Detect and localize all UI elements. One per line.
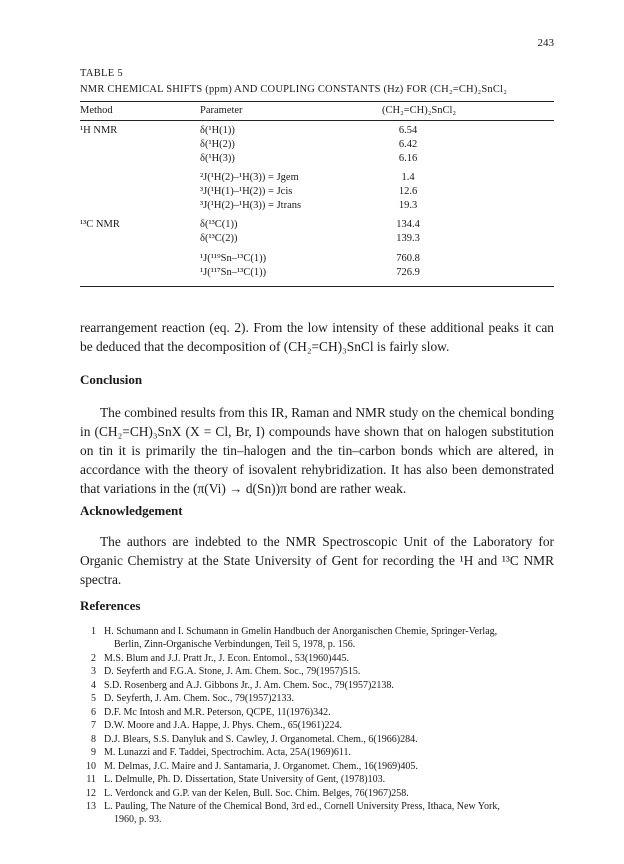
table-param: δ(¹H(3)) <box>200 153 235 164</box>
reference-text: D.W. Moore and J.A. Happe, J. Phys. Chem., 65(1961)224. <box>104 720 342 731</box>
reference-number: 7 <box>91 720 96 731</box>
table-param: δ(¹H(2)) <box>200 139 235 150</box>
table-header-rule <box>80 120 554 121</box>
reference-text: 1960, p. 93. <box>114 814 162 825</box>
heading-acknowledgement: Acknowledgement <box>80 503 183 518</box>
reference-number: 1 <box>91 626 96 637</box>
table-param: ²J(¹H(2)–¹H(3)) = Jgem <box>200 172 299 183</box>
paragraph-rearrangement: rearrangement reaction (eq. 2). From the low intensity of these additional peaks it can be deduced that the decomposition of (CH₂=CH)₃SnCl is fairly slow. <box>80 320 554 354</box>
table-value: 6.42 <box>398 139 418 150</box>
table-title: NMR CHEMICAL SHIFTS (ppm) AND COUPLING CONSTANTS (Hz) FOR (CH₂=CH)₂SnCl₂ <box>80 84 508 95</box>
table-param: ³J(¹H(2)–¹H(3)) = Jtrans <box>200 200 302 211</box>
reference-text: S.D. Rosenberg and A.J. Gibbons Jr., J. Am. Chem. Soc., 79(1957)2138. <box>104 680 394 691</box>
table-param: δ(¹H(1)) <box>200 125 235 136</box>
reference-number: 12 <box>86 788 96 799</box>
table-value: 760.8 <box>396 253 420 264</box>
reference-text: D. Seyferth and F.G.A. Stone, J. Am. Chem. Soc., 79(1957)515. <box>104 666 361 677</box>
table-label: TABLE 5 <box>80 68 123 79</box>
reference-number: 11 <box>86 774 96 785</box>
table-header-parameter: Parameter <box>200 105 243 116</box>
table-bottom-rule <box>80 286 554 287</box>
table-method-1h: ¹H NMR <box>80 125 118 136</box>
reference-text: D. Seyferth, J. Am. Chem. Soc., 79(1957)2133. <box>104 693 294 704</box>
reference-number: 10 <box>86 761 96 772</box>
reference-text: M. Delmas, J.C. Maire and J. Santamaria, J. Organomet. Chem., 16(1969)405. <box>104 761 418 772</box>
table-value: 134.4 <box>396 219 420 230</box>
table-value: 139.3 <box>396 233 420 244</box>
table-value: 6.54 <box>398 125 418 136</box>
reference-number: 8 <box>91 734 96 745</box>
table-value: 726.9 <box>396 267 420 278</box>
table-value: 12.6 <box>398 186 418 197</box>
table-param: ¹J(¹¹⁷Sn–¹³C(1)) <box>200 267 267 278</box>
reference-text: D.F. Mc Intosh and M.R. Peterson, QCPE, 11(1976)342. <box>104 707 331 718</box>
page-number: 243 <box>537 37 554 49</box>
reference-number: 3 <box>91 666 96 677</box>
reference-text: L. Delmulle, Ph. D. Dissertation, State University of Gent, (1978)103. <box>104 774 386 785</box>
reference-number: 9 <box>91 747 96 758</box>
table-header-method: Method <box>80 105 113 116</box>
table-param: δ(¹³C(1)) <box>200 219 238 230</box>
reference-text: H. Schumann and I. Schumann in Gmelin Handbuch der Anorganischen Chemie, Springer-Verlag, <box>104 626 498 637</box>
table-header-compound: (CH₂=CH)₂SnCl₂ <box>382 105 457 116</box>
reference-text: M. Lunazzi and F. Taddei, Spectrochim. Acta, 25A(1969)611. <box>104 747 352 758</box>
reference-number: 4 <box>91 680 96 691</box>
paragraph-conclusion: The combined results from this IR, Raman and NMR study on the chemical bonding in (CH₂=CH)₃SnX (X = Cl, Br, I) compounds have shown that on halogen substitution on tin it is primarily the tin–halogen and the tin–carbon bonds which are altered, in accordance with the theory of isovalent rehybridization. It has also been demonstrated that variations in the (π(Vi) → d(Sn))π bond are rather weak. <box>80 405 554 496</box>
table-param: ³J(¹H(1)–¹H(2)) = Jcis <box>200 186 293 197</box>
heading-conclusion: Conclusion <box>80 372 143 387</box>
reference-number: 6 <box>91 707 96 718</box>
reference-text: M.S. Blum and J.J. Pratt Jr., J. Econ. Entomol., 53(1960)445. <box>104 653 349 664</box>
table-param: δ(¹³C(2)) <box>200 233 238 244</box>
table-top-rule <box>80 101 554 102</box>
reference-number: 13 <box>86 801 96 812</box>
table-value: 19.3 <box>398 200 418 211</box>
table-value: 1.4 <box>401 172 415 183</box>
table-method-13c: ¹³C NMR <box>80 219 120 230</box>
table-value: 6.16 <box>398 153 418 164</box>
heading-references: References <box>80 598 141 613</box>
reference-text: L. Verdonck and G.P. van der Kelen, Bull. Soc. Chim. Belges, 76(1967)258. <box>104 788 409 799</box>
reference-number: 2 <box>91 653 96 664</box>
reference-number: 5 <box>91 693 96 704</box>
table-param: ¹J(¹¹⁹Sn–¹³C(1)) <box>200 253 267 264</box>
paragraph-acknowledgement: The authors are indebted to the NMR Spectroscopic Unit of the Laboratory for Organic Chemistry at the State University of Gent for recording the ¹H and ¹³C NMR spectra. <box>80 534 554 587</box>
reference-text: Berlin, Zinn-Organische Verbindungen, Teil 5, 1978, p. 156. <box>114 639 356 650</box>
reference-text: L. Pauling, The Nature of the Chemical Bond, 3rd ed., Cornell University Press, Ithaca, New York, <box>104 801 500 812</box>
reference-text: D.J. Blears, S.S. Danyluk and S. Cawley, J. Organometal. Chem., 6(1966)284. <box>104 734 418 745</box>
